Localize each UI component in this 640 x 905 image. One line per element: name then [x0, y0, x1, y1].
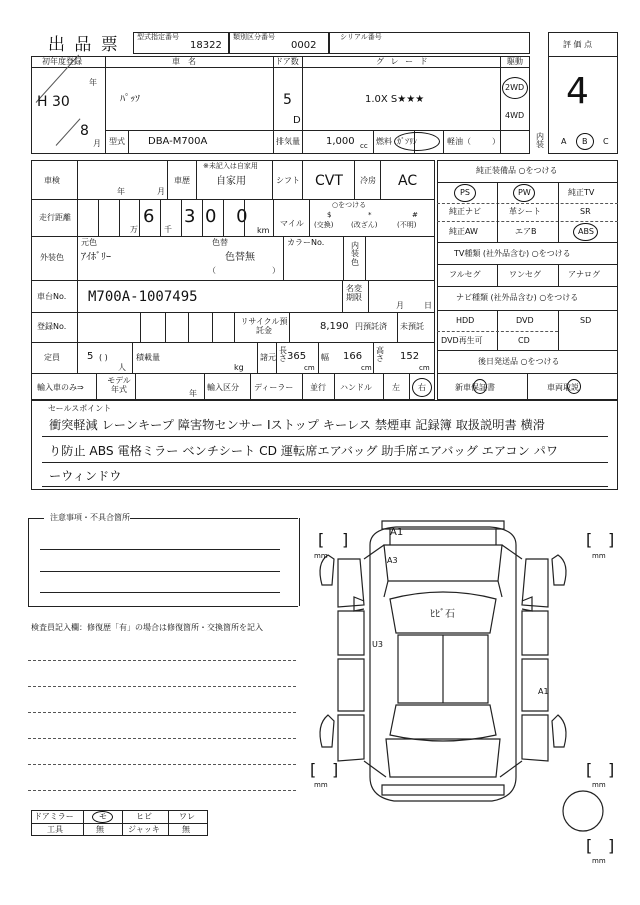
- handle-right: 右: [418, 383, 426, 392]
- model-designation-label: 型式指定番号: [137, 33, 179, 41]
- fuel-gasoline: ｶﾞｿﾘﾝ: [397, 137, 417, 146]
- drive-2wd-circle: [502, 77, 528, 99]
- history-label: 車歴: [174, 176, 190, 185]
- break-label: ワレ: [179, 812, 195, 821]
- navi-sd: SD: [580, 316, 592, 325]
- color-no-label: カラーNo.: [287, 238, 325, 247]
- history-value: 自家用: [216, 176, 246, 187]
- caution-label: 注意事項・不具合箇所: [50, 513, 130, 522]
- damage-u3: U3: [372, 640, 383, 649]
- car-name: ﾊﾟｯｿ: [120, 94, 140, 105]
- capacity-unit: 人: [118, 363, 126, 372]
- equip-genuine-navi: 純正ナビ: [449, 207, 481, 216]
- mileage-10k-digit: 6: [143, 206, 155, 227]
- repaint-open: （: [208, 266, 216, 275]
- tv-fullseg: フルセグ: [449, 270, 481, 279]
- odo-dollar: $: [327, 211, 332, 219]
- crack-label: ヒビ: [136, 812, 152, 821]
- import-parallel: 並行: [310, 383, 326, 392]
- fuel-label: 燃料: [376, 137, 392, 146]
- bracket-spare-close: ]: [608, 836, 615, 855]
- width-unit: cm: [361, 364, 372, 372]
- doors-suffix: D: [293, 115, 301, 126]
- cd-label: CD: [518, 336, 530, 345]
- navi-label: ナビ種類 (社外品含む) ○をつける: [456, 293, 579, 302]
- length-label: 長さ: [279, 346, 287, 364]
- shift-label: シフト: [276, 176, 300, 185]
- door-mirror-label: ドアミラー: [34, 812, 74, 821]
- handle-left: 左: [392, 383, 400, 392]
- handle-right-circle: [412, 378, 432, 397]
- equip-abs: ABS: [578, 227, 594, 236]
- serial-label: シリアル番号: [340, 33, 382, 41]
- name-change-label: 名変期限: [346, 284, 362, 303]
- odo-hash: #: [412, 211, 418, 219]
- capacity-value: 5: [87, 351, 94, 362]
- jack-value: 無: [182, 825, 190, 834]
- drive-2wd: 2WD: [505, 83, 525, 92]
- drive-4wd: 4WD: [505, 111, 525, 120]
- chassis-label: 車台No.: [37, 292, 67, 301]
- mileage-man-unit: 万: [130, 225, 138, 234]
- score-label: 評 価 点: [563, 40, 593, 49]
- recycle-value: 8,190: [320, 321, 349, 332]
- damage-windshield: ﾋﾋﾞ石: [430, 609, 455, 620]
- tools-value: 無: [96, 825, 104, 834]
- equip-pw-circle: [513, 184, 535, 202]
- orig-color-label: 元色: [81, 238, 97, 247]
- displacement-label: 排気量: [276, 137, 300, 146]
- fuel-gasoline-circle: [394, 132, 440, 151]
- bracket-tr-open: [: [586, 530, 593, 549]
- mileage-sen-unit: 千: [164, 225, 172, 234]
- model-year-label: モデル年式: [107, 376, 131, 394]
- capacity-paren: ( ): [99, 353, 108, 362]
- reg-no-label: 登録No.: [37, 322, 67, 331]
- odo-mark-label: ○をつける: [332, 201, 367, 209]
- bracket-bl-open: [: [310, 760, 317, 779]
- tv-label: TV種類 (社外品含む) ○をつける: [454, 249, 571, 258]
- height-value: 152: [400, 351, 420, 362]
- genuine-label: 純正装備品 ○をつける: [476, 166, 558, 175]
- import-dealer: ディーラー: [254, 383, 294, 392]
- car-name-label: 車 名: [172, 57, 196, 66]
- damage-a1-side: A1: [538, 687, 549, 696]
- sales-point-line-2: り防止 ABS 電格ミラー ベンチシート CD 運転席エアバッグ 助手席エアバッグ エアコン パワ: [49, 444, 559, 458]
- tire-mm-spare: mm: [592, 857, 606, 865]
- equip-abs-circle: [573, 223, 598, 241]
- height-label: 高さ: [376, 346, 384, 364]
- orig-color-value: ｱｲﾎﾞﾘｰ: [81, 252, 111, 263]
- inspection-year-unit: 年: [117, 187, 125, 196]
- bracket-tr-close: ]: [608, 530, 615, 549]
- jack-label: ジャッキ: [128, 825, 160, 834]
- import-class-label: 輸入区分: [207, 383, 239, 392]
- height-unit: cm: [419, 364, 430, 372]
- odo-dollar-note: (交換): [314, 221, 334, 229]
- tools-label: 工具: [47, 825, 63, 834]
- dims-label: 諸元: [260, 353, 276, 362]
- color-label: 外装色: [40, 253, 64, 262]
- load-label: 積載量: [136, 353, 160, 362]
- bracket-tl-open: [: [318, 530, 325, 549]
- chassis-value: M700A-1007495: [88, 289, 198, 305]
- equip-sr: SR: [580, 207, 591, 216]
- damage-a3: A3: [387, 556, 398, 565]
- bracket-tl-close: ]: [342, 530, 349, 549]
- load-unit: kg: [234, 363, 244, 372]
- name-change-day-unit: 日: [424, 301, 432, 310]
- displacement-value: 1,000: [326, 136, 355, 147]
- name-change-month-unit: 月: [396, 301, 404, 310]
- capacity-label: 定員: [44, 353, 60, 362]
- navi-dvd: DVD: [516, 316, 534, 325]
- width-label: 幅: [321, 353, 329, 362]
- grade-value: 1.0X S★★★: [365, 94, 425, 105]
- length-unit: cm: [304, 364, 315, 372]
- first-reg-month: 8: [80, 123, 89, 139]
- doors-label: ドア数: [275, 57, 299, 66]
- fuel-diesel: 軽油（: [447, 137, 471, 146]
- form-title: 出 品 票: [48, 35, 120, 55]
- equip-airbag: エアB: [515, 227, 537, 236]
- inspector-label: 検査員記入欄：修復歴「有」の場合は修復箇所・交換箇所を記入: [31, 623, 263, 632]
- inspection-month-unit: 月: [157, 187, 165, 196]
- displacement-unit: cc: [360, 142, 368, 150]
- tire-mm-tr: mm: [592, 552, 606, 560]
- equip-leather-seat: 革シート: [509, 207, 541, 216]
- category-no: 0002: [291, 40, 317, 51]
- bracket-br-close: ]: [608, 760, 615, 779]
- recycle-label: リサイクル預託金: [240, 317, 288, 336]
- tire-mm-tl: mm: [314, 552, 328, 560]
- equip-ps: PS: [460, 188, 470, 197]
- recycle-unpaid: 未預託: [400, 322, 424, 331]
- score-value: 4: [566, 71, 589, 112]
- tv-analog: アナログ: [568, 270, 600, 279]
- bracket-bl-close: ]: [332, 760, 339, 779]
- interior-b-circle: [576, 133, 594, 150]
- damage-a1-front: A1: [390, 527, 404, 538]
- model-designation-no: 18322: [190, 40, 222, 51]
- mileage-label: 走行距離: [39, 213, 71, 222]
- mileage-rest-digits: 0 0: [205, 206, 255, 227]
- manual-circle: [567, 379, 581, 394]
- first-reg-era: H 30: [37, 94, 70, 110]
- drive-label: 駆動: [507, 57, 523, 66]
- length-value: 365: [287, 351, 307, 362]
- model-label: 型式: [109, 137, 125, 146]
- width-value: 166: [343, 351, 363, 362]
- model-value: DBA-M700A: [148, 136, 208, 147]
- import-label: 輸入車のみ⇒: [37, 383, 84, 392]
- repaint-value: 色替無: [225, 252, 255, 263]
- interior-b: B: [582, 137, 588, 146]
- mileage-mile: マイル: [280, 219, 304, 228]
- fuel-diesel-close: ）: [492, 137, 500, 146]
- equip-pw: PW: [518, 188, 531, 197]
- interior-c: C: [603, 137, 609, 146]
- sales-point-line-3: ーウィンドウ: [49, 469, 122, 483]
- warranty-doc: 新車保証書: [455, 383, 495, 392]
- first-reg-year-unit: 年: [89, 78, 97, 87]
- sales-point-line-1: 衝突軽減 レーンキープ 障害物センサー Iストップ キーレス 禁煙車 記録簿 取扱説明書 横滑: [49, 418, 545, 432]
- grade-label: グ レ ー ド: [376, 57, 430, 66]
- category-label: 類別区分番号: [233, 33, 275, 41]
- dvd-playback-label: DVD再生可: [441, 336, 483, 345]
- navi-hdd: HDD: [456, 316, 475, 325]
- mileage-k-digit: 3: [184, 206, 196, 227]
- mileage-km-unit: km: [257, 226, 270, 235]
- repaint-close: ）: [272, 266, 280, 275]
- inspection-label: 車検: [44, 176, 60, 185]
- ac-value: AC: [398, 173, 418, 189]
- warranty-circle: [473, 379, 487, 394]
- history-note: ※未記入は自家用: [203, 162, 258, 170]
- handle-label: ハンドル: [340, 383, 372, 392]
- recycle-unit: 円預託済: [355, 322, 387, 331]
- odo-star: *: [368, 211, 372, 219]
- bracket-br-open: [: [586, 760, 593, 779]
- bracket-spare-open: [: [586, 836, 593, 855]
- first-reg-label: 初年度登録: [42, 57, 82, 66]
- model-year-unit: 年: [189, 389, 197, 398]
- door-mirror-mark: モ: [99, 812, 107, 821]
- repaint-label: 色替: [212, 238, 228, 247]
- doors-value: 5: [283, 92, 292, 108]
- shift-value: CVT: [315, 173, 343, 189]
- equip-genuine-tv: 純正TV: [568, 188, 595, 197]
- manual-doc: 車両取説: [547, 383, 579, 392]
- tire-mm-bl: mm: [314, 781, 328, 789]
- post-delivery-label: 後日発送品 ○をつける: [478, 357, 560, 366]
- door-mirror-circle: [92, 811, 113, 823]
- tire-mm-br: mm: [592, 781, 606, 789]
- first-reg-month-unit: 月: [93, 139, 101, 148]
- tv-oneseg: ワンセグ: [509, 270, 541, 279]
- interior-a: A: [561, 137, 567, 146]
- equip-ps-circle: [454, 184, 476, 202]
- ac-label: 冷房: [360, 176, 376, 185]
- odo-star-note: (改ざん): [351, 221, 378, 229]
- equip-genuine-aw: 純正AW: [449, 227, 478, 236]
- sales-point-label: セールスポイント: [48, 404, 112, 413]
- interior-color-label: 内装色: [351, 241, 359, 267]
- interior-label: 内装: [536, 132, 544, 150]
- odo-hash-note: (不明): [397, 221, 417, 229]
